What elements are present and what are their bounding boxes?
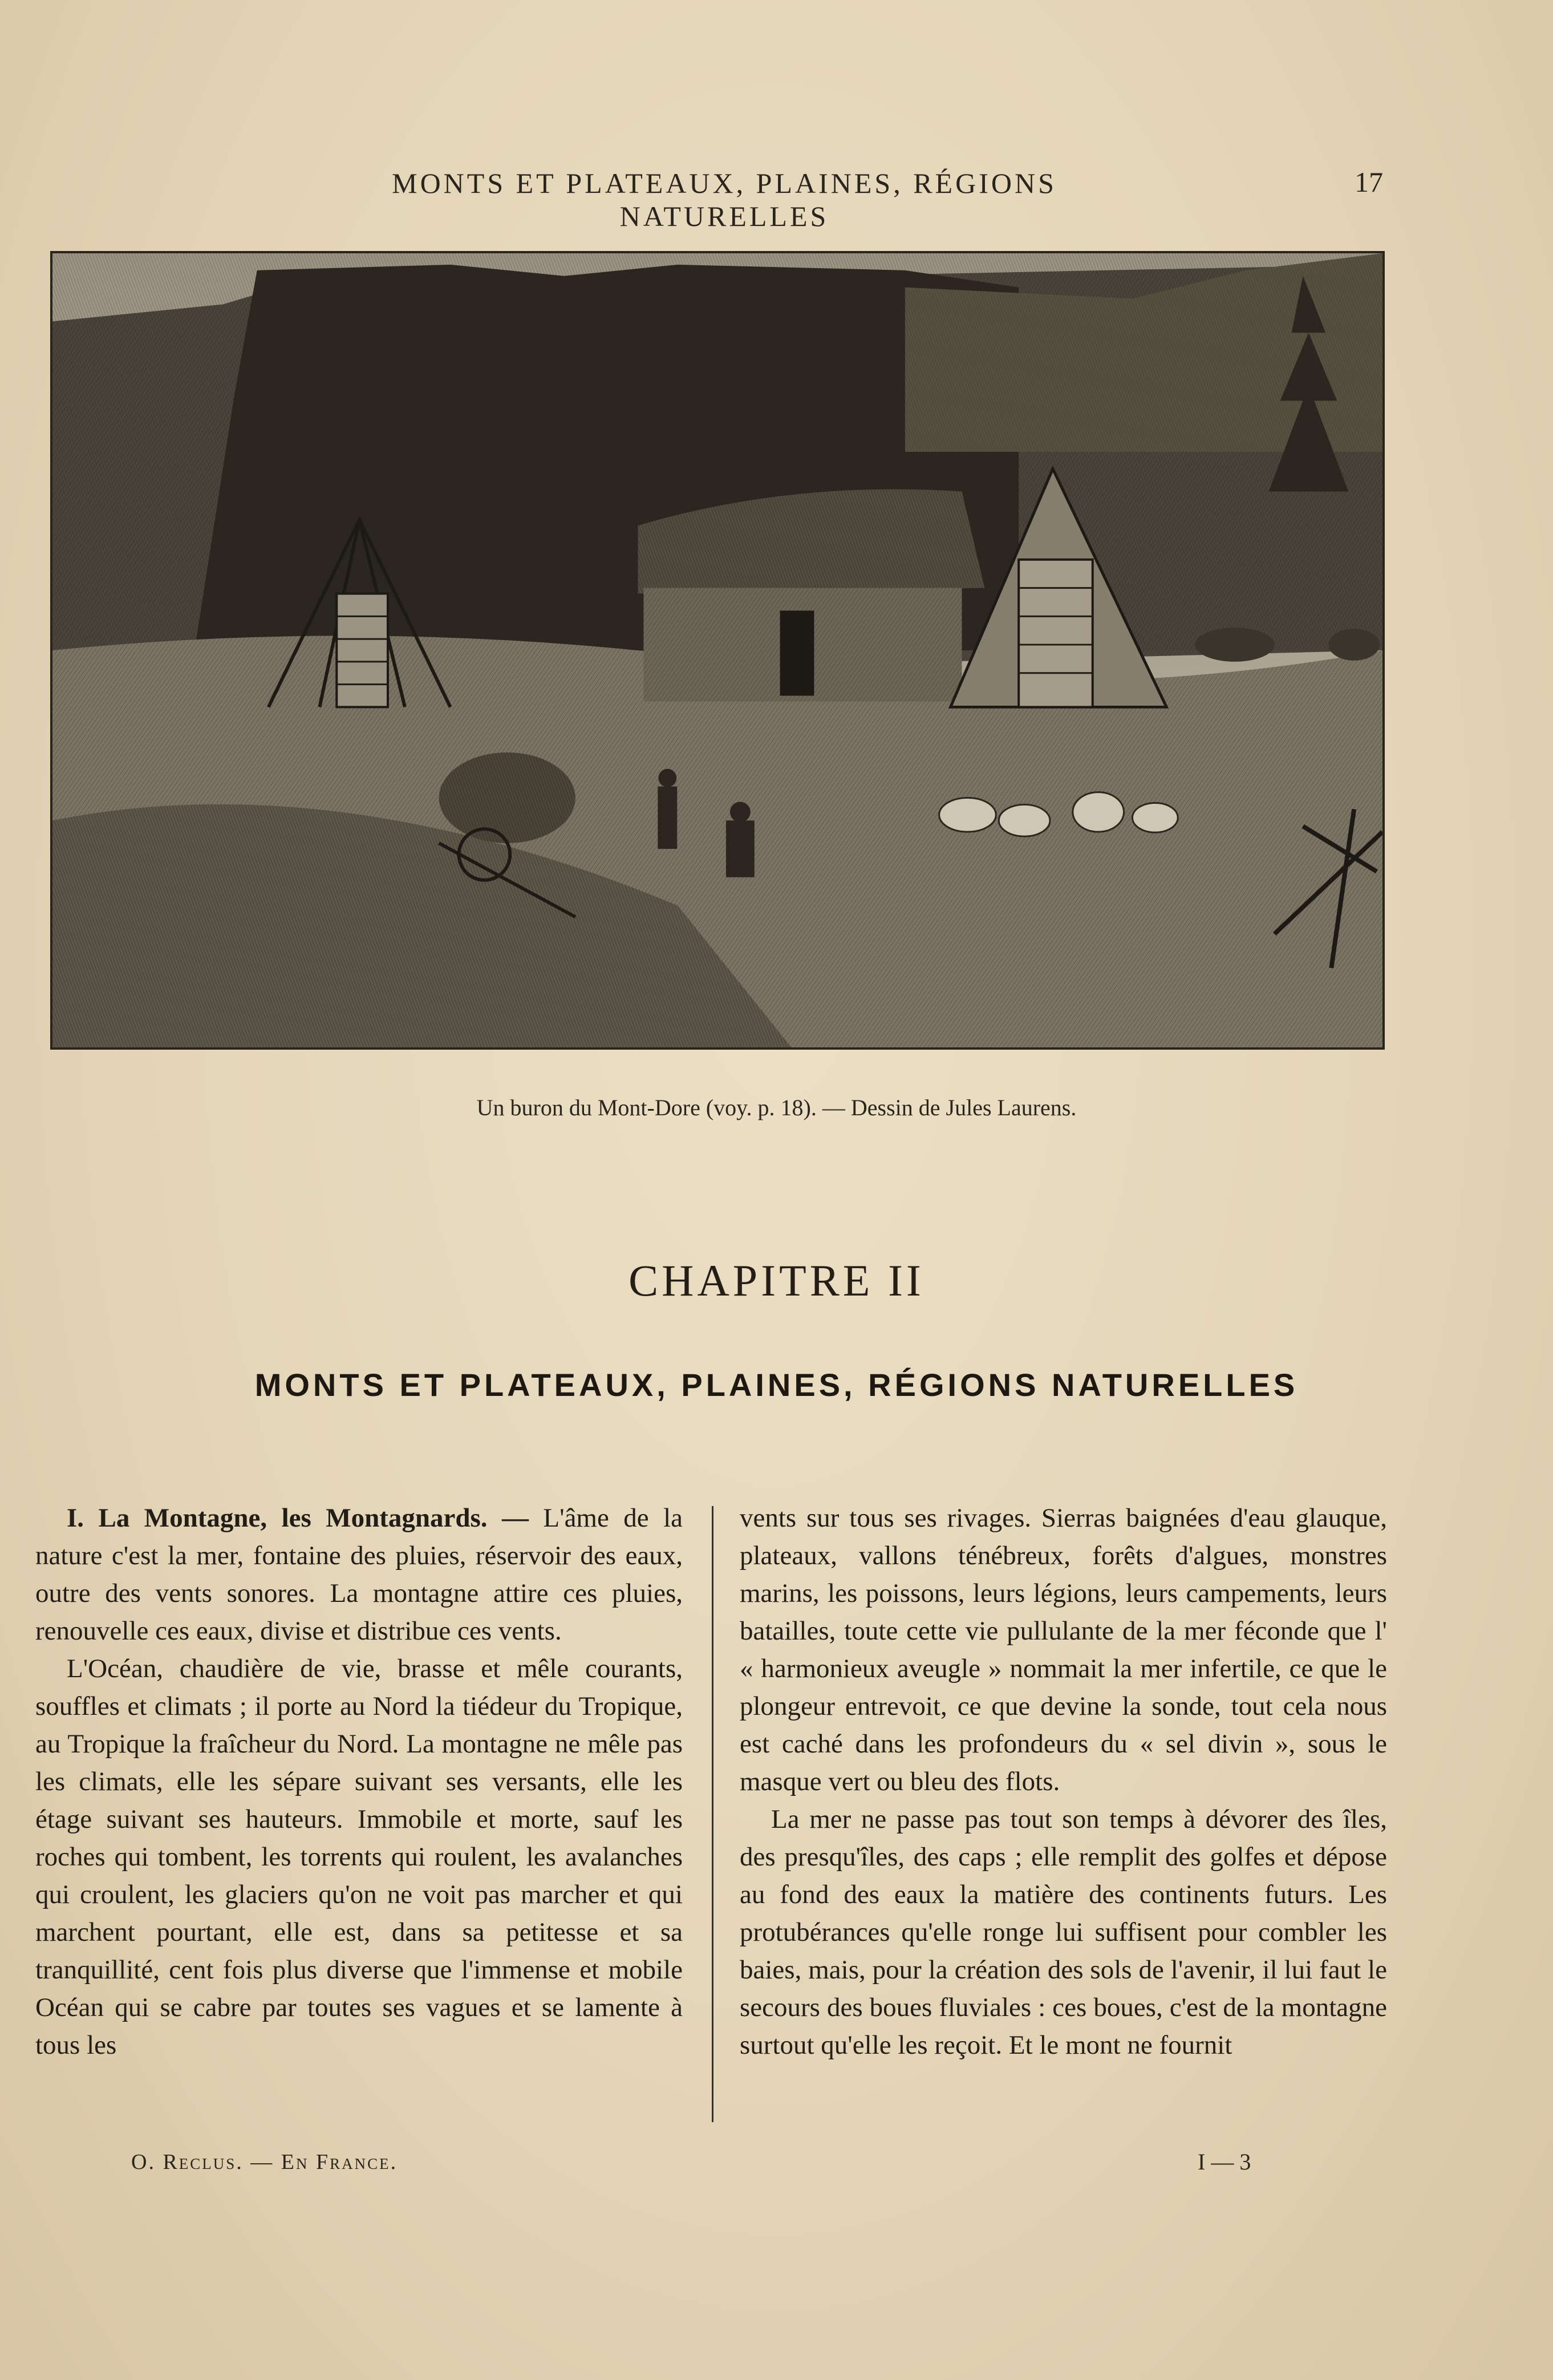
footer-signature: I — 3 [1198,2149,1251,2175]
right-column [740,1499,1387,2064]
page-number: 17 [1355,166,1383,198]
section-heading: I. La Montagne, les Montagnards. — [67,1503,529,1533]
paragraph: L'Océan, chaudière de vie, brasse et mêle courants, souffles et climats ; il porte au Nord la tiédeur du Tropique, au Tropique la fraîcheur du Nord. La montagne ne mêle pas les climats, elle les sépare suivant ses versants, elle les étage suivant ses hauteurs. Immobile et morte, sauf les roches qui tombent, les torrents qui roulent, les avalanches qui croulent, les glaciers qu'on ne voit pas marcher et qui marchent pourtant, elle est, dans sa petitesse et sa tranquillité, cent fois plus diverse que l'immense et mobile Océan qui se cabre par toutes ses vagues et se lamente à tous les [35,1654,683,2060]
chapter-title: MONTS ET PLATEAUX, PLAINES, RÉGIONS NATURELLES [254,1367,1299,1403]
paragraph [35,1499,683,1650]
paragraph: vents sur tous ses rivages. Sierras baignées d'eau glauque, plateaux, vallons ténébreux, forêts d'algues, monstres marins, les poissons, leurs légions, leurs campements, leurs batailles, toute cette vie pullulante de la mer féconde que l' « harmonieux aveugle » nommait la mer infertile, ce que le plongeur entrevoit, ce que devine la sonde, tout cela nous est caché dans les profondeurs du « sel divin », sous le masque vert ou bleu des flots. [740,1503,1387,1796]
figure-caption: Un buron du Mont-Dore (voy. p. 18). — Dessin de Jules Laurens. [476,1095,1077,1120]
buron-engraving [52,253,1382,1047]
paragraph: La mer ne passe pas tout son temps à dévorer des îles, des presqu'îles, des caps ; elle remplit des golfes et dépose au fond des eaux la matière des continents futurs. Les protubérances qu'elle ronge lui suffisent pour combler les baies, mais, pour la création des sols de l'avenir, il lui faut le secours des boues fluviales : ces boues, c'est de la montagne surtout qu'elle les reçoit. Et le mont ne fournit [740,1804,1387,2060]
engraving-illustration [50,251,1385,1050]
column-divider [712,1506,713,2122]
paragraph-text: L'âme de la nature c'est la mer, fontaine des pluies, réservoir des eaux, outre des vents sonores. La montagne attire ces pluies, renouvelle ces eaux, divise et distribue ces vents. [35,1503,683,1646]
running-title: MONTS ET PLATEAUX, PLAINES, RÉGIONS NATURELLES [392,167,1057,232]
left-column [35,1499,683,2064]
chapter-label: CHAPITRE II [629,1256,924,1305]
footer-author-title: O. Reclus. — En France. [131,2150,398,2174]
